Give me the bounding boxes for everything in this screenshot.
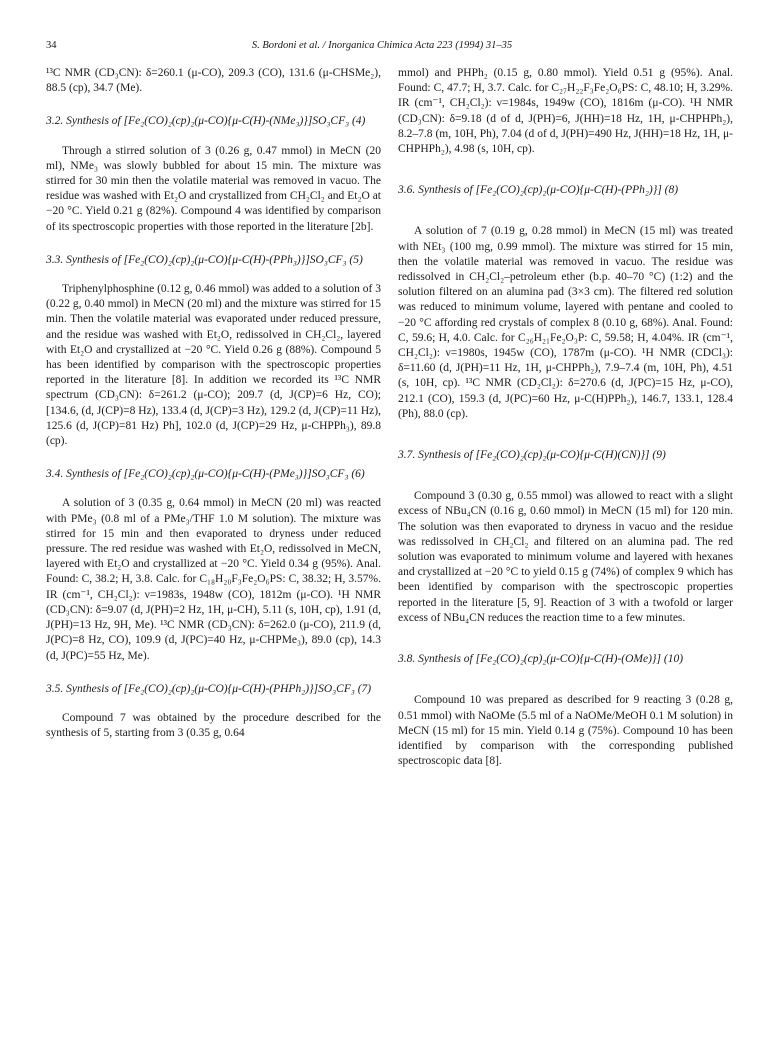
section-body-3-3: Triphenylphosphine (0.12 g, 0.46 mmol) was added to a solution of 3 (0.22 g, 0.40 mmol) in MeCN (20 ml) and the mixture was stirred for 15 min. Then the volatile material was evaporated under reduced pressure, and the residue was washed with Et₂O, redissolved in CH₂Cl₂, layered with Et₂O and crystallized at −20 °C. Yield 0.26 g (88%). Compound 5 has been identified by comparison with the spectroscopic properties reported in the literature [8]. In addition we recorded its ¹³C NMR spectrum (CD₃CN): δ=261.2 (μ-CO); 209.7 (d, J(CP)=6 Hz, CO); [134.6, (d, J(CP)=8 Hz), 133.4 (d, J(CP)=3 Hz), 129.2 (d, J(CP)=11 Hz), 125.6 (d, J(CP)=81 Hz) Ph], 102.0 (d, J(CP)=29 Hz, μ-CHPPh₃), 89.8 (cp). (46, 283, 381, 448)
section-body-3-2: Through a stirred solution of 3 (0.26 g, 0.47 mmol) in MeCN (20 ml), NMe₃ was slowly bubbled for about 15 min. The mixture was stirred for 30 min then the volatile material was removed in vacuo. The residue was washed with Et₂O and crystallized from CH₂Cl₂ and Et₂O at −20 °C. Yield 0.21 g (82%). Compound 4 was identified by comparison of its spectroscopic properties with those reported in the literature [2b]. (46, 144, 381, 233)
section-body-3-5: Compound 7 was obtained by the procedure described for the synthesis of 5, starting from 3 (0.35 g, 0.64 (46, 711, 381, 740)
nmr-continuation: ¹³C NMR (CD₃CN): δ=260.1 (μ-CO), 209.3 (CO), 131.6 (μ-CHSMe₂), 88.5 (cp), 34.7 (Me). (46, 67, 381, 95)
section-heading-3-2: 3.2. Synthesis of [Fe₂(CO)₂(cp)₂(μ-CO){μ-C(H)-(NMe₃)}]SO₃CF₃ (4) (46, 115, 366, 128)
page-number: 34 (46, 40, 57, 51)
section-heading-3-5: 3.5. Synthesis of [Fe₂(CO)₂(cp)₂(μ-CO){μ-C(H)-(PHPh₂)}]SO₃CF₃ (7) (46, 682, 372, 695)
section-heading-3-6: 3.6. Synthesis of [Fe₂(CO)₂(cp)₂(μ-CO){μ-C(H)-(PPh₂)}] (8) (398, 184, 679, 197)
left-column (46, 66, 381, 741)
section-body-3-8: Compound 10 was prepared as described for 9 reacting 3 (0.28 g, 0.51 mmol) with NaOMe (5.5 ml of a NaOMe/MeOH 0.1 M solution) in MeCN (15 ml) for 15 min. Yield 0.14 g (75%). Compound 10 has been identified by comparison with the corresponding published spectroscopic data [8]. (398, 694, 733, 768)
section-body-3-7: Compound 3 (0.30 g, 0.55 mmol) was allowed to react with a slight excess of NBu₄CN (0.16 g, 0.60 mmol) in MeCN (15 ml) for 120 min. The solution was then evaporated to dryness in vacuo and the residue was redissolved in CH₂Cl₂ and filtered on an alumina pad. The red solution was evaporated to minimum volume and layered with hexanes and crystallized at −20 °C to yield 0.15 g (74%) of complex 9 which has been identified by comparison with the spectroscopic properties reported in the literature [5, 9]. Reaction of 3 with a twofold or larger excess of NBu₄CN reduces the reaction time to a few minutes. (398, 490, 733, 624)
section-body-3-4: A solution of 3 (0.35 g, 0.64 mmol) in MeCN (20 ml) was reacted with PMe₃ (0.8 ml of a PMe₃/THF 1.0 M solution). The mixture was stirred for 15 min and then evaporated to dryness under reduced pressure. The red residue was washed with Et₂O, redissolved in MeCN, layered with Et₂O and crystallized at −20 °C. Yield 0.34 g (95%). Anal. Found: C, 38.2; H, 3.8. Calc. for C₁₈H₂₀F₃Fe₂O₆PS: C, 38.32; H, 3.57%. IR (cm⁻¹, CH₂Cl₂): ν=1983s, 1948w (CO), 1812m (μ-CO). ¹H NMR (CD₃CN): δ=9.07 (d, J(PH)=2 Hz, 1H, μ-CH), 5.11 (s, 10H, cp), 1.91 (d, J(PH)=13 Hz, 9H, Me). ¹³C NMR (CD₃CN): δ=262.0 (μ-CO), 211.9 (d, J(PC)=8 Hz, CO), 109.9 (d, J(PC)=40 Hz, μ-CHPMe₃), 89.0 (cp), 14.3 (d, J(PC)=55 Hz, Me). (46, 497, 381, 662)
right-column (398, 66, 733, 769)
section-heading-3-7: 3.7. Synthesis of [Fe₂(CO)₂(cp)₂(μ-CO){μ-C(H)(CN)}] (9) (398, 449, 666, 462)
section-body-3-5-continued: mmol) and PHPh₂ (0.15 g, 0.80 mmol). Yield 0.51 g (95%). Anal. Found: C, 47.7; H, 3.7. Calc. for C₂₇H₂₂F₃Fe₂O₆PS: C, 48.10; H, 3.29%. IR (cm⁻¹, CH₂Cl₂): ν=1984s, 1949w (CO), 1816m (μ-CO). ¹H NMR (CD₃CN): δ=9.18 (d of d, J(PH)=6, J(HH)=18 Hz, 1H, μ-CHPHPh₂), 8.2–7.8 (m, 10H, Ph), 7.04 (d of d, J(PH)=490 Hz, J(HH)=18 Hz, 1H, μ-CHPHPh₂), 4.98 (s, 10H, cp). (398, 67, 733, 156)
section-heading-3-8: 3.8. Synthesis of [Fe₂(CO)₂(cp)₂(μ-CO){μ-C(H)-(OMe)}] (10) (398, 653, 684, 666)
section-heading-3-3: 3.3. Synthesis of [Fe₂(CO)₂(cp)₂(μ-CO){μ-C(H)-(PPh₃)}]SO₃CF₃ (5) (46, 253, 363, 266)
section-heading-3-4: 3.4. Synthesis of [Fe₂(CO)₂(cp)₂(μ-CO){μ-C(H)-(PMe₃)}]SO₃CF₃ (6) (46, 468, 365, 481)
section-body-3-6: A solution of 7 (0.19 g, 0.28 mmol) in MeCN (15 ml) was treated with NEt₃ (100 mg, 0.99 mmol). The mixture was stirred for 15 min, then the volatile material was removed in vacuo. The residue was redissolved in CH₂Cl₂–petroleum ether (b.p. 40–70 °C) (1:2) and the solution filtered on an alumina pad (3×3 cm). The filtered red solution was reduced to minimum volume, layered with pentane and cooled to −20 °C affording red crystals of complex 8 (0.10 g, 68%). Anal. Found: C, 59.6; H, 4.0. Calc. for C₂₆H₂₁Fe₂O₃P: C, 59.58; H, 4.04%. IR (cm⁻¹, CH₂Cl₂): ν=1980s, 1945w (CO), 1787m (μ-CO). ¹H NMR (CDCl₃): δ=11.60 (d, J(PH)=11 Hz, 1H, μ-CHPPh₂), 7.9–7.4 (m, 10H, Ph), 4.51 (s, 10H, cp). ¹³C NMR (CD₂Cl₂): δ=270.6 (d, J(PC)=15 Hz, μ-CO), 212.1 (CO), 159.3 (d, J(PC)=60 Hz, μ-C(H)PPh₂), 146.7, 133.1, 128.4 (Ph), 88.0 (cp). (398, 225, 733, 420)
running-title: S. Bordoni et al. / Inorganica Chimica Acta 223 (1994) 31–35 (251, 40, 513, 51)
